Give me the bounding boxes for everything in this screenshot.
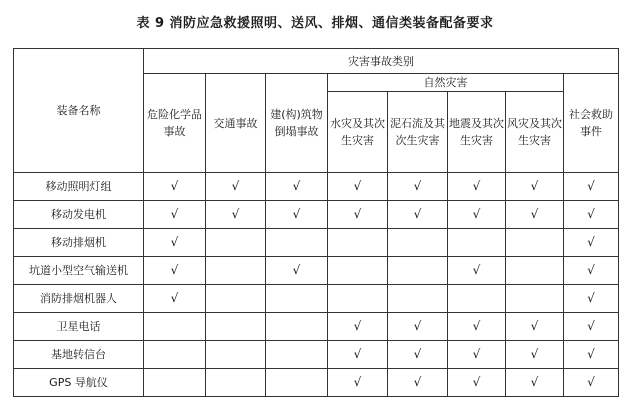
check-mark: √ [564, 285, 619, 313]
check-mark: √ [206, 173, 266, 201]
empty-cell [206, 313, 266, 341]
check-mark: √ [564, 341, 619, 369]
check-mark: √ [506, 341, 564, 369]
empty-cell [328, 257, 388, 285]
check-mark: √ [448, 173, 506, 201]
check-mark: √ [564, 229, 619, 257]
header-col-traffic: 交通事故 [206, 74, 266, 173]
header-disaster-category: 灾害事故类别 [144, 49, 619, 74]
table-row [14, 257, 619, 285]
header-col-hazardous-chemicals: 危险化学品事故 [144, 74, 206, 173]
check-mark: √ [266, 201, 328, 229]
header-equipment-name: 装备名称 [14, 49, 144, 173]
empty-cell [266, 285, 328, 313]
empty-cell [388, 285, 448, 313]
empty-cell [266, 229, 328, 257]
header-col-earthquake: 地震及其次生灾害 [448, 92, 506, 173]
header-col-social-rescue: 社会救助事件 [564, 74, 619, 173]
check-mark: √ [144, 173, 206, 201]
empty-cell [144, 341, 206, 369]
check-mark: √ [328, 173, 388, 201]
table-header [14, 49, 619, 173]
empty-cell [266, 341, 328, 369]
check-mark: √ [448, 313, 506, 341]
equipment-name: 卫星电话 [14, 313, 144, 341]
empty-cell [206, 369, 266, 397]
check-mark: √ [328, 341, 388, 369]
equipment-name: 基地转信台 [14, 341, 144, 369]
table-row [14, 229, 619, 257]
check-mark: √ [564, 257, 619, 285]
check-mark: √ [144, 201, 206, 229]
check-mark: √ [388, 201, 448, 229]
empty-cell [206, 257, 266, 285]
check-mark: √ [144, 257, 206, 285]
check-mark: √ [448, 257, 506, 285]
equipment-name: GPS 导航仪 [14, 369, 144, 397]
empty-cell [328, 285, 388, 313]
equipment-name: 移动照明灯组 [14, 173, 144, 201]
check-mark: √ [388, 341, 448, 369]
check-mark: √ [388, 173, 448, 201]
check-mark: √ [448, 341, 506, 369]
empty-cell [448, 229, 506, 257]
table-row [14, 313, 619, 341]
check-mark: √ [506, 369, 564, 397]
empty-cell [506, 229, 564, 257]
table-row [14, 341, 619, 369]
header-col-building-collapse: 建(构)筑物倒塌事故 [266, 74, 328, 173]
empty-cell [448, 285, 506, 313]
table-body [14, 173, 619, 397]
empty-cell [144, 313, 206, 341]
empty-cell [328, 229, 388, 257]
empty-cell [206, 229, 266, 257]
check-mark: √ [506, 201, 564, 229]
check-mark: √ [564, 369, 619, 397]
table-row [14, 285, 619, 313]
check-mark: √ [328, 313, 388, 341]
empty-cell [266, 369, 328, 397]
check-mark: √ [564, 313, 619, 341]
check-mark: √ [506, 173, 564, 201]
check-mark: √ [564, 173, 619, 201]
table-row [14, 201, 619, 229]
check-mark: √ [388, 313, 448, 341]
check-mark: √ [388, 369, 448, 397]
page-title: 表 9 消防应急救援照明、送风、排烟、通信类装备配备要求 [136, 16, 494, 31]
header-natural-disaster: 自然灾害 [328, 74, 564, 92]
equipment-table [13, 48, 619, 397]
check-mark: √ [506, 313, 564, 341]
check-mark: √ [144, 285, 206, 313]
equipment-name: 消防排烟机器人 [14, 285, 144, 313]
header-col-flood: 水灾及其次生灾害 [328, 92, 388, 173]
empty-cell [144, 369, 206, 397]
table-row [14, 369, 619, 397]
empty-cell [388, 257, 448, 285]
check-mark: √ [448, 201, 506, 229]
equipment-name: 坑道小型空气输送机 [14, 257, 144, 285]
check-mark: √ [206, 201, 266, 229]
empty-cell [206, 341, 266, 369]
equipment-name: 移动排烟机 [14, 229, 144, 257]
equipment-name: 移动发电机 [14, 201, 144, 229]
table-row [14, 173, 619, 201]
empty-cell [506, 257, 564, 285]
empty-cell [206, 285, 266, 313]
check-mark: √ [144, 229, 206, 257]
check-mark: √ [266, 173, 328, 201]
header-col-windstorm: 风灾及其次生灾害 [506, 92, 564, 173]
empty-cell [506, 285, 564, 313]
check-mark: √ [266, 257, 328, 285]
empty-cell [266, 313, 328, 341]
check-mark: √ [328, 369, 388, 397]
check-mark: √ [564, 201, 619, 229]
check-mark: √ [448, 369, 506, 397]
check-mark: √ [328, 201, 388, 229]
empty-cell [388, 229, 448, 257]
header-col-mudslide: 泥石流及其次生灾害 [388, 92, 448, 173]
